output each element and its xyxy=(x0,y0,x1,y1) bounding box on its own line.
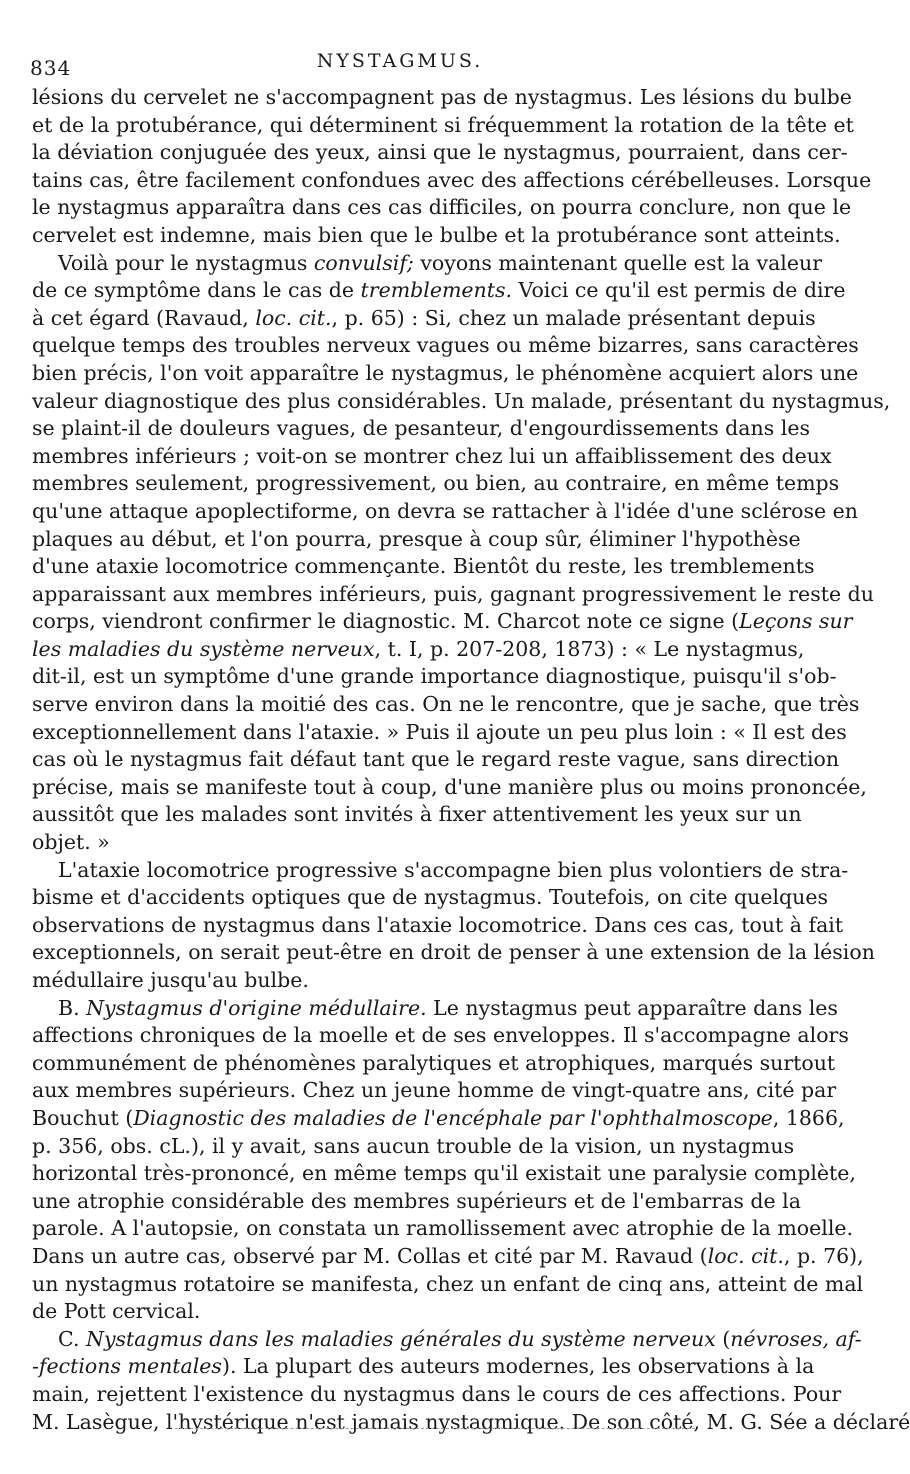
line-text: ( xyxy=(715,1326,731,1351)
line-text: Voilà pour le nystagmus xyxy=(58,250,314,275)
text-line xyxy=(32,222,841,250)
line-text: bien précis, l'on voit apparaître le nystagmus, le phénomène acquiert alors une xyxy=(32,360,859,385)
footer-rule xyxy=(175,1428,695,1429)
italic-text: convulsif; xyxy=(313,250,414,275)
line-text: Voici ce qu'il est permis de dire xyxy=(512,278,846,303)
text-line xyxy=(32,801,802,829)
line-text: corps, viendront confirmer le diagnostic. M. Charcot note ce signe ( xyxy=(32,609,740,634)
italic-text: Leçons sur xyxy=(739,609,853,634)
page-number: 834 xyxy=(30,56,72,80)
line-text: exceptionnellement dans l'ataxie. » Puis il ajoute un peu plus loin : « Il est des xyxy=(32,719,847,744)
line-text: et de la protubérance, qui déterminent si fréquemment la rotation de la tête et xyxy=(32,112,854,137)
text-line xyxy=(32,636,805,664)
line-text: L'ataxie locomotrice progressive s'accompagne bien plus volontiers de stra- xyxy=(58,857,849,882)
line-text: de Pott cervical. xyxy=(32,1299,201,1324)
text-line xyxy=(32,167,872,195)
text-line xyxy=(32,1050,836,1078)
line-text: Dans un autre cas, observé par M. Collas et cité par M. Ravaud ( xyxy=(32,1243,708,1268)
text-line xyxy=(32,581,874,609)
line-text: valeur diagnostique des plus considérables. Un malade, présentant du nystagmus, xyxy=(32,388,891,413)
text-line xyxy=(32,139,848,167)
text-line xyxy=(32,332,859,360)
text-line xyxy=(32,112,854,140)
line-text: , 1866, xyxy=(772,1105,845,1130)
text-line xyxy=(32,470,840,498)
text-line xyxy=(32,829,770,857)
line-text: membres inférieurs ; voit-on se montrer chez lui un affaiblissement des deux xyxy=(32,443,832,468)
text-line xyxy=(32,1409,910,1437)
text-line xyxy=(32,498,859,526)
line-text: à cet égard (Ravaud, xyxy=(32,305,256,330)
italic-text: tremblements. xyxy=(360,278,512,303)
text-line xyxy=(32,84,852,112)
line-text: horizontal très-prononcé, en même temps qu'il existait une paralysie complète, xyxy=(32,1161,856,1186)
italic-text: loc. cit. xyxy=(255,305,332,330)
line-text: serve environ dans la moitié des cas. On ne le rencontre, que je sache, que très xyxy=(32,692,860,717)
line-text: p. 356, obs. cL.), il y avait, sans aucun trouble de la vision, un nystagmus xyxy=(32,1133,795,1158)
italic-text: les maladies du système nerveux xyxy=(32,636,375,661)
line-text: Le nystagmus peut apparaître dans les xyxy=(426,995,838,1020)
line-text: d'une ataxie locomotrice commençante. Bientôt du reste, les tremblements xyxy=(32,554,815,579)
line-text: un nystagmus rotatoire se manifesta, chez un enfant de cinq ans, atteint de mal xyxy=(32,1271,864,1296)
line-text: , p. 76), xyxy=(783,1243,864,1268)
line-text: objet. » xyxy=(32,830,110,855)
body-text xyxy=(32,84,910,1436)
text-line xyxy=(32,1188,801,1216)
text-line xyxy=(32,663,837,691)
text-line xyxy=(32,939,875,967)
line-text: le nystagmus apparaîtra dans ces cas difficiles, on pourra conclure, non que le xyxy=(32,195,852,220)
text-line xyxy=(32,1160,856,1188)
line-text: Bouchut ( xyxy=(32,1105,134,1130)
line-text: qu'une attaque apoplectiforme, on devra se rattacher à l'idée d'une sclérose en xyxy=(32,498,859,523)
italic-text: Nystagmus dans les maladies générales du système nerveux xyxy=(86,1326,716,1351)
text-line xyxy=(32,1326,862,1354)
line-text: affections chroniques de la moelle et de ses enveloppes. Il s'accompagne alors xyxy=(32,1023,849,1048)
text-line xyxy=(32,305,816,333)
line-text: quelque temps des troubles nerveux vagues ou même bizarres, sans caractères xyxy=(32,333,859,358)
text-line xyxy=(32,1243,864,1271)
text-line xyxy=(32,360,859,388)
italic-text: Nystagmus d'origine médullaire. xyxy=(86,995,427,1020)
text-line xyxy=(32,691,860,719)
line-text: apparaissant aux membres inférieurs, puis, gagnant progressivement le reste du xyxy=(32,581,874,606)
italic-text: -fections mentales xyxy=(32,1354,222,1379)
line-text: main, rejettent l'existence du nystagmus dans le cours de ces affections. Pour xyxy=(32,1381,842,1406)
line-text: une atrophie considérable des membres supérieurs et de l'embarras de la xyxy=(32,1188,801,1213)
line-text: observations de nystagmus dans l'ataxie locomotrice. Dans ces cas, tout à fait xyxy=(32,912,844,937)
line-text: membres seulement, progressivement, ou bien, au contraire, en même temps xyxy=(32,471,840,496)
text-line xyxy=(32,388,891,416)
running-title: NYSTAGMUS. xyxy=(316,50,484,72)
italic-text: Diagnostic des maladies de l'encéphale par l'ophthalmoscope xyxy=(133,1105,773,1130)
line-text: tains cas, être facilement confondues avec des affections cérébelleuses. Lorsque xyxy=(32,167,872,192)
text-line xyxy=(32,1077,837,1105)
line-text: médullaire jusqu'au bulbe. xyxy=(32,968,309,992)
line-text: cas où le nystagmus fait défaut tant que le regard reste vague, sans direction xyxy=(32,747,840,772)
line-text: voyons maintenant quelle est la valeur xyxy=(413,250,823,275)
text-line xyxy=(32,884,828,912)
line-text: parole. A l'autopsie, on constata un ramollissement avec atrophie de la moelle. xyxy=(32,1216,854,1241)
line-text: communément de phénomènes paralytiques et atrophiques, marqués surtout xyxy=(32,1050,836,1075)
line-text: exceptionnels, on serait peut-être en droit de penser à une extension de la lésion xyxy=(32,940,875,965)
text-line xyxy=(32,250,823,278)
line-text: B. xyxy=(58,995,87,1020)
line-text: se plaint-il de douleurs vagues, de pesanteur, d'engourdissements dans les xyxy=(32,416,810,441)
line-text: , t. I, p. 207-208, 1873) : « Le nystagmus, xyxy=(374,636,805,661)
text-line xyxy=(32,995,838,1023)
line-text: M. Lasègue, l'hystérique n'est jamais nystagmique. De son côté, M. G. Sée a déclaré xyxy=(32,1409,910,1434)
text-line xyxy=(32,415,810,443)
italic-text: névroses, af- xyxy=(730,1326,862,1351)
text-line xyxy=(32,1105,845,1133)
line-text: ). La plupart des auteurs modernes, les observations à la xyxy=(221,1354,815,1379)
line-text: aux membres supérieurs. Chez un jeune homme de vingt-quatre ans, cité par xyxy=(32,1078,837,1103)
text-line xyxy=(32,1133,795,1161)
line-text: précise, mais se manifeste tout à coup, d'une manière plus ou moins prononcée, xyxy=(32,774,867,799)
text-line xyxy=(32,1298,770,1326)
text-line xyxy=(32,857,849,885)
text-line xyxy=(32,526,801,554)
text-line xyxy=(32,443,832,471)
text-line xyxy=(32,1381,842,1409)
line-text: aussitôt que les malades sont invités à fixer attentivement les yeux sur un xyxy=(32,802,802,827)
text-line xyxy=(32,277,846,305)
italic-text: loc. cit. xyxy=(707,1243,784,1268)
line-text: plaques au début, et l'on pourra, presque à coup sûr, éliminer l'hypothèse xyxy=(32,526,801,551)
text-line xyxy=(32,1215,854,1243)
text-line xyxy=(32,194,852,222)
line-text: dit-il, est un symptôme d'une grande importance diagnostique, puisqu'il s'ob- xyxy=(32,664,837,689)
line-text: bisme et d'accidents optiques que de nystagmus. Toutefois, on cite quelques xyxy=(32,885,828,910)
text-line xyxy=(32,1353,815,1381)
text-line xyxy=(32,719,847,747)
text-line xyxy=(32,967,770,995)
text-line xyxy=(32,1271,864,1299)
line-text: la déviation conjuguée des yeux, ainsi que le nystagmus, pourraient, dans cer- xyxy=(32,140,848,165)
text-line xyxy=(32,912,844,940)
page-header xyxy=(30,50,770,84)
line-text: de ce symptôme dans le cas de xyxy=(32,278,361,303)
line-text: cervelet est indemne, mais bien que le bulbe et la protubérance sont atteints. xyxy=(32,222,841,247)
line-text: , p. 65) : Si, chez un malade présentant depuis xyxy=(331,305,816,330)
line-text: lésions du cervelet ne s'accompagnent pas de nystagmus. Les lésions du bulbe xyxy=(32,85,852,109)
text-line xyxy=(32,1022,849,1050)
text-line xyxy=(32,608,853,636)
text-line xyxy=(32,774,867,802)
text-line xyxy=(32,746,840,774)
line-text: C. xyxy=(58,1326,86,1351)
text-line xyxy=(32,553,815,581)
